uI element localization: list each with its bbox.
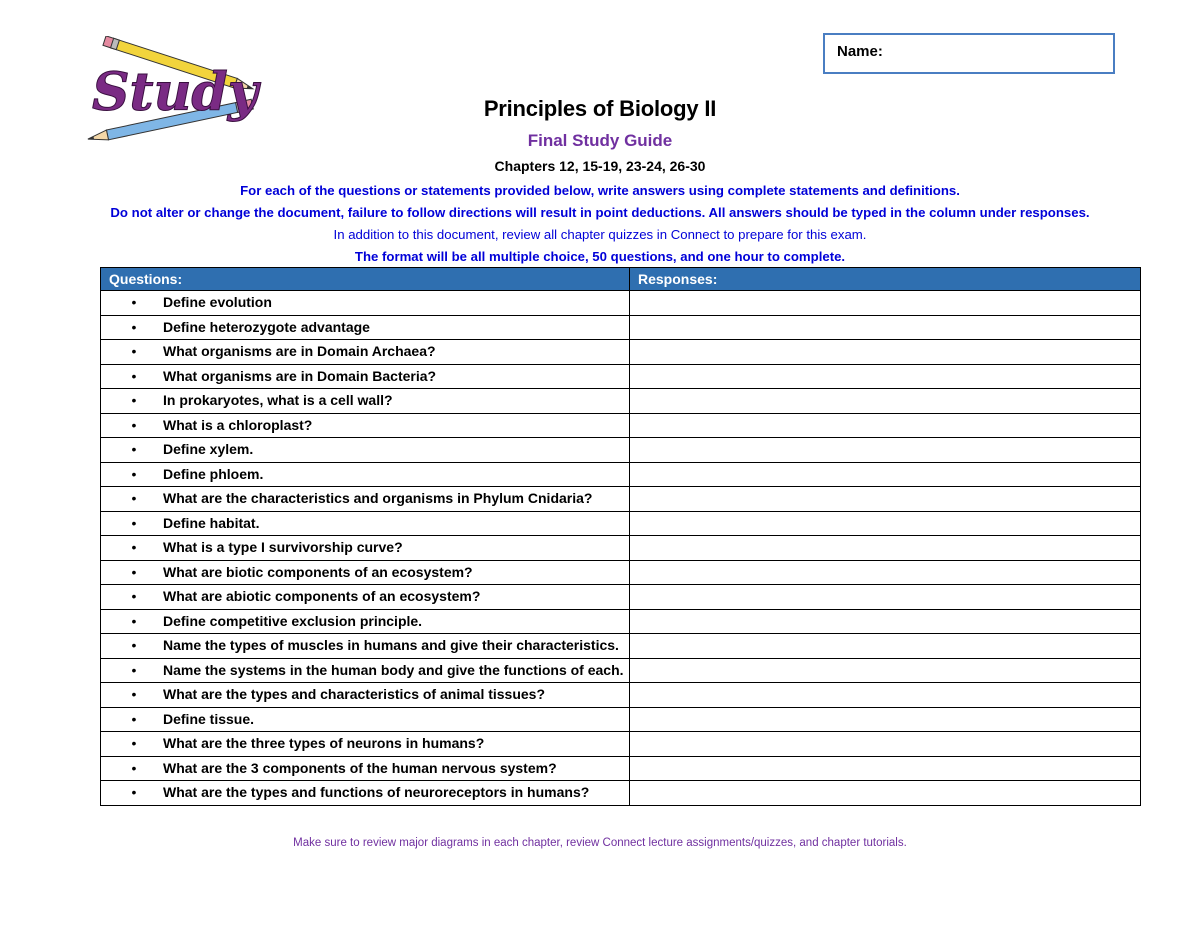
response-cell[interactable] (630, 585, 1141, 610)
name-label: Name: (837, 43, 883, 60)
question-text: What are the three types of neurons in humans? (163, 735, 485, 751)
table-row (101, 438, 1141, 463)
bullet-icon: • (131, 294, 137, 310)
question-text: What is a chloroplast? (163, 416, 313, 433)
name-field[interactable] (823, 33, 1115, 74)
response-cell[interactable] (630, 781, 1141, 806)
question-cell (101, 609, 630, 634)
page-subtitle: Final Study Guide (527, 131, 673, 150)
response-cell[interactable] (630, 315, 1141, 340)
table-row (101, 462, 1141, 487)
question-cell (101, 389, 630, 414)
table-row (101, 364, 1141, 389)
table-row (101, 536, 1141, 561)
response-cell[interactable] (630, 462, 1141, 487)
question-cell (101, 487, 630, 512)
question-cell (101, 291, 630, 316)
table-row (101, 732, 1141, 757)
response-cell[interactable] (630, 487, 1141, 512)
bullet-icon: • (131, 514, 137, 531)
instruction-line-2-normal: In addition to this document, review all chapter quizzes in Connect to prepare for this exam. (333, 227, 867, 242)
table-row (101, 560, 1141, 585)
question-cell (101, 732, 630, 757)
question-cell (101, 756, 630, 781)
question-cell (101, 438, 630, 463)
bullet-icon: • (131, 343, 137, 359)
table-row (101, 413, 1141, 438)
questions-column-header: Questions: (101, 268, 630, 291)
question-text: Define heterozygote advantage (163, 318, 370, 335)
question-text: What is a type I survivorship curve? (163, 539, 403, 555)
table-row (101, 683, 1141, 708)
response-cell[interactable] (630, 438, 1141, 463)
response-cell[interactable] (630, 413, 1141, 438)
question-text: Define evolution (163, 294, 272, 310)
response-cell[interactable] (630, 511, 1141, 536)
question-text: Define tissue. (163, 710, 255, 727)
table-row (101, 658, 1141, 683)
response-cell[interactable] (630, 609, 1141, 634)
question-text: Name the types of muscles in humans and give their characteristics. (163, 637, 619, 653)
question-cell (101, 536, 630, 561)
response-cell[interactable] (630, 707, 1141, 732)
response-cell[interactable] (630, 364, 1141, 389)
question-cell (101, 781, 630, 806)
table-row (101, 634, 1141, 659)
bullet-icon: • (131, 661, 137, 678)
bullet-icon: • (131, 490, 137, 506)
question-cell (101, 511, 630, 536)
response-cell[interactable] (630, 536, 1141, 561)
table-row (101, 781, 1141, 806)
table-row (101, 585, 1141, 610)
footer-note: Make sure to review major diagrams in each chapter, review Connect lecture assignments/quizzes, and chapter tutorials. (293, 837, 907, 849)
response-cell[interactable] (630, 732, 1141, 757)
instruction-line-2 (110, 202, 1090, 246)
response-cell[interactable] (630, 291, 1141, 316)
question-text: In prokaryotes, what is a cell wall? (163, 392, 393, 408)
response-cell[interactable] (630, 634, 1141, 659)
question-text: Define xylem. (163, 441, 254, 457)
bullet-icon: • (131, 759, 137, 776)
question-text: Define competitive exclusion principle. (163, 612, 423, 629)
bullet-icon: • (131, 318, 137, 335)
bullet-icon: • (131, 784, 137, 800)
table-row (101, 291, 1141, 316)
question-cell (101, 683, 630, 708)
question-cell (101, 560, 630, 585)
bullet-icon: • (131, 367, 137, 384)
table-row (101, 389, 1141, 414)
response-cell[interactable] (630, 340, 1141, 365)
instruction-line-3: The format will be all multiple choice, 50 questions, and one hour to complete. (354, 249, 846, 264)
bullet-icon: • (131, 637, 137, 653)
bullet-icon: • (131, 441, 137, 457)
table-header-row (101, 268, 1141, 291)
question-cell (101, 340, 630, 365)
question-text: What are the 3 components of the human nervous system? (163, 759, 557, 776)
question-text: What are the types and functions of neuroreceptors in humans? (163, 784, 590, 800)
instruction-line-1: For each of the questions or statements provided below, write answers using complete statements and definitions. (240, 183, 960, 198)
bullet-icon: • (131, 392, 137, 408)
table-row (101, 609, 1141, 634)
question-cell (101, 315, 630, 340)
response-cell[interactable] (630, 658, 1141, 683)
study-logo (78, 36, 268, 146)
question-cell (101, 707, 630, 732)
responses-column-header: Responses: (630, 268, 1141, 291)
response-cell[interactable] (630, 560, 1141, 585)
bullet-icon: • (131, 735, 137, 751)
chapters-line: Chapters 12, 15-19, 23-24, 26-30 (494, 158, 706, 174)
table-row (101, 707, 1141, 732)
question-text: What are abiotic components of an ecosystem? (163, 588, 481, 604)
question-cell (101, 585, 630, 610)
instruction-line-2-bold: Do not alter or change the document, failure to follow directions will result in point deductions. All answers should be typed in the column under responses. (110, 205, 1090, 220)
question-cell (101, 364, 630, 389)
table-row (101, 487, 1141, 512)
bullet-icon: • (131, 539, 137, 555)
bullet-icon: • (131, 612, 137, 629)
bullet-icon: • (131, 686, 137, 702)
logo-text: Study (92, 62, 258, 123)
question-text: Name the systems in the human body and give the functions of each. (163, 661, 624, 678)
table-row (101, 340, 1141, 365)
table-row (101, 756, 1141, 781)
bullet-icon: • (131, 563, 137, 580)
response-cell[interactable] (630, 756, 1141, 781)
question-text: What organisms are in Domain Archaea? (163, 343, 436, 359)
response-cell[interactable] (630, 389, 1141, 414)
question-cell (101, 634, 630, 659)
instructions (110, 180, 1090, 268)
question-cell (101, 462, 630, 487)
question-text: What are biotic components of an ecosystem? (163, 563, 473, 580)
page-title: Principles of Biology II (483, 96, 717, 121)
question-text: What are the types and characteristics of animal tissues? (163, 686, 546, 702)
table-row (101, 315, 1141, 340)
question-cell (101, 413, 630, 438)
bullet-icon: • (131, 416, 137, 433)
bullet-icon: • (131, 465, 137, 482)
table-row (101, 511, 1141, 536)
response-cell[interactable] (630, 683, 1141, 708)
question-text: What organisms are in Domain Bacteria? (163, 367, 437, 384)
study-guide-table (100, 267, 1141, 806)
bullet-icon: • (131, 588, 137, 604)
question-text: What are the characteristics and organisms in Phylum Cnidaria? (163, 490, 593, 506)
question-text: Define habitat. (163, 514, 260, 531)
question-text: Define phloem. (163, 465, 264, 482)
question-cell (101, 658, 630, 683)
bullet-icon: • (131, 710, 137, 727)
